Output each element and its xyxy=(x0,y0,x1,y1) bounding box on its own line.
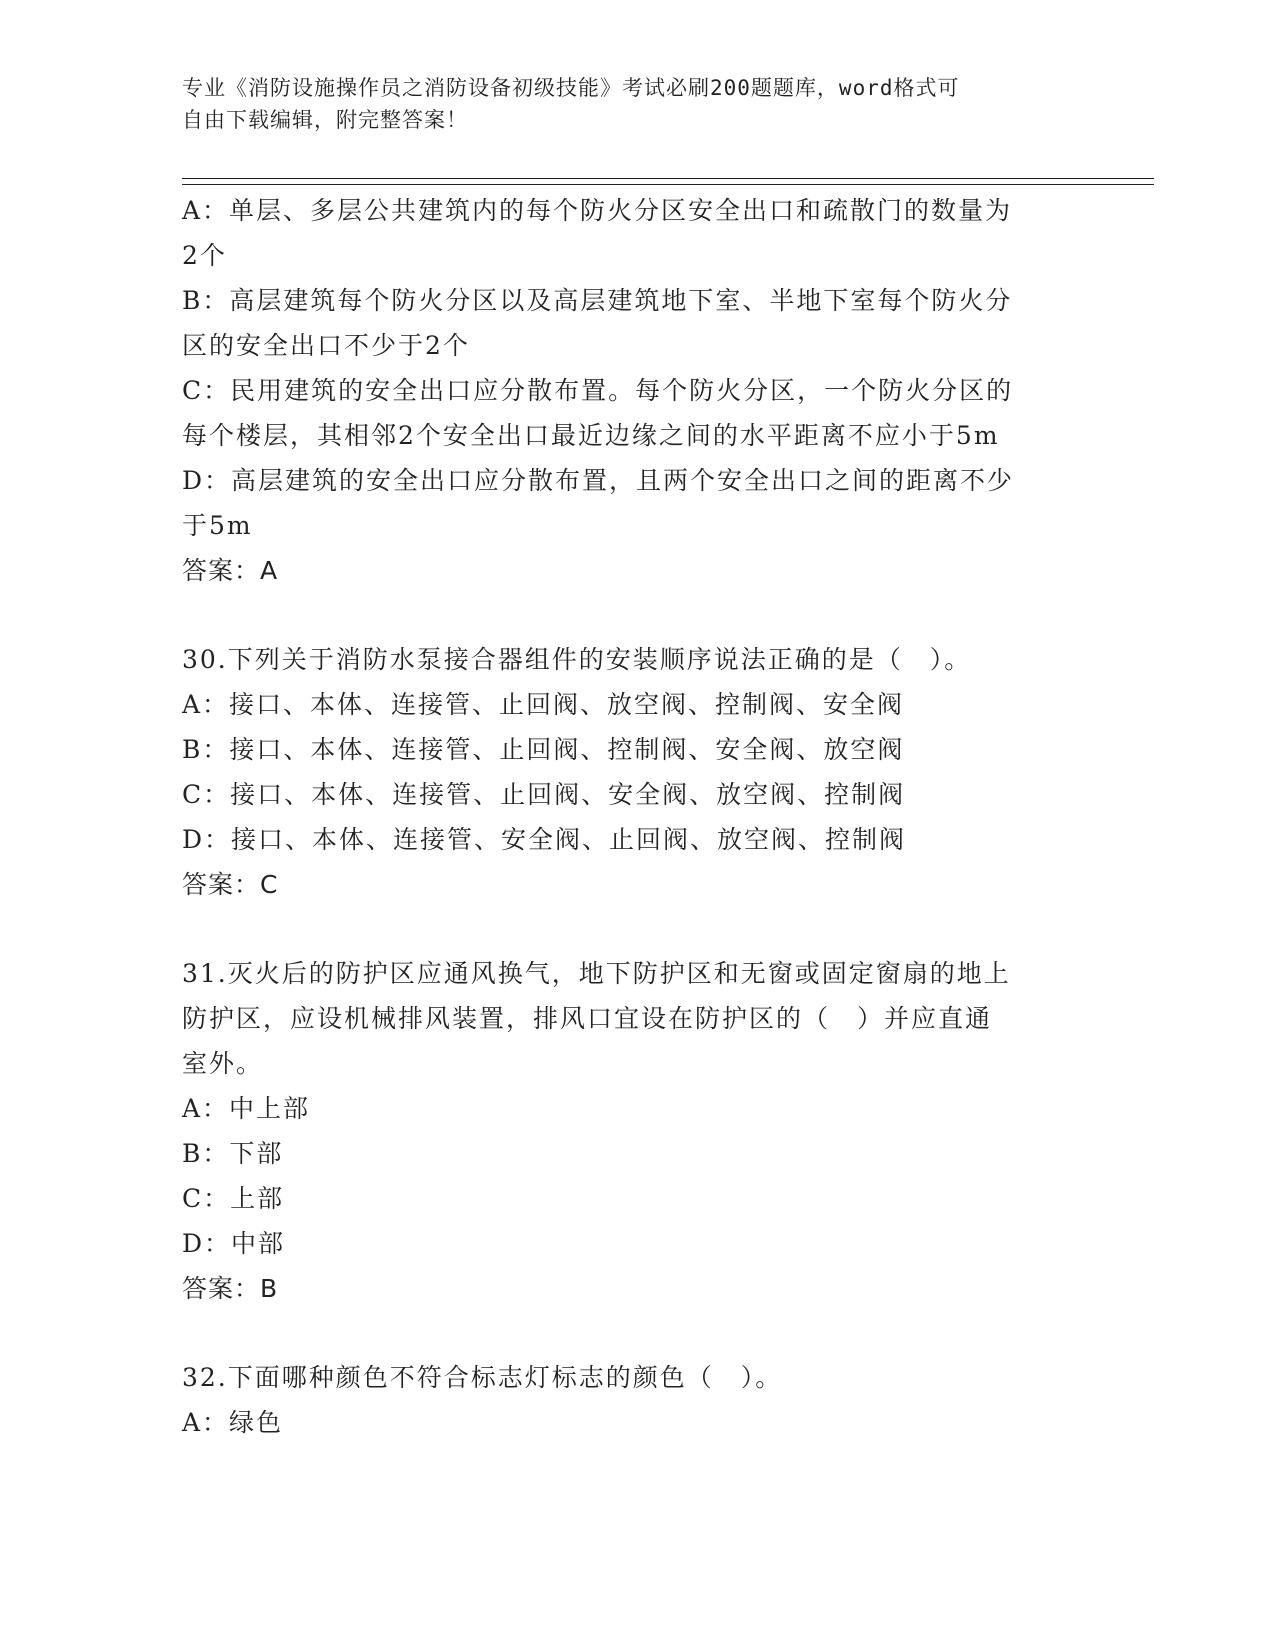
option-line: 每个楼层，其相邻2个安全出口最近边缘之间的水平距离不应小于5m xyxy=(182,421,1000,450)
option-line: A：绿色 xyxy=(182,1408,284,1437)
option-line: D：高层建筑的安全出口应分散布置，且两个安全出口之间的距离不少 xyxy=(182,466,1015,495)
question-list xyxy=(182,188,1062,1445)
option-line: C：民用建筑的安全出口应分散布置。每个防火分区，一个防火分区的 xyxy=(182,376,1014,405)
option-line: B：高层建筑每个防火分区以及高层建筑地下室、半地下室每个防火分 xyxy=(182,286,1013,315)
spacer xyxy=(182,907,1062,951)
option-line: 于5m xyxy=(182,511,253,540)
question-block-30 xyxy=(182,637,1062,907)
option-line: 区的安全出口不少于2个 xyxy=(182,331,470,360)
header-divider-top xyxy=(182,178,1154,179)
header-line-1: 专业《消防设施操作员之消防设备初级技能》考试必刷200题题库，word格式可 xyxy=(182,76,960,100)
option-line: A：中上部 xyxy=(182,1094,311,1123)
option-line: C：接口、本体、连接管、止回阀、安全阀、放空阀、控制阀 xyxy=(182,780,906,809)
option-line: 2个 xyxy=(182,241,227,270)
document-header xyxy=(182,72,1062,136)
question-text: 31.灭火后的防护区应通风换气，地下防护区和无窗或固定窗扇的地上 xyxy=(182,959,1011,988)
answer-line: 答案：A xyxy=(182,556,279,585)
question-text: 室外。 xyxy=(182,1049,264,1078)
spacer xyxy=(182,593,1062,637)
answer-line: 答案：B xyxy=(182,1274,279,1303)
question-text: 30.下列关于消防水泵接合器组件的安装顺序说法正确的是（ ）。 xyxy=(182,645,972,674)
option-line: B：下部 xyxy=(182,1139,284,1168)
option-line: D：中部 xyxy=(182,1229,286,1258)
spacer xyxy=(182,1311,1062,1355)
question-block-32 xyxy=(182,1355,1062,1445)
question-block-31 xyxy=(182,951,1062,1311)
header-divider-bottom xyxy=(182,184,1154,185)
option-line: A：接口、本体、连接管、止回阀、放空阀、控制阀、安全阀 xyxy=(182,690,905,719)
option-line: A：单层、多层公共建筑内的每个防火分区安全出口和疏散门的数量为 xyxy=(182,196,1013,225)
option-line: B：接口、本体、连接管、止回阀、控制阀、安全阀、放空阀 xyxy=(182,735,905,764)
option-line: D：接口、本体、连接管、安全阀、止回阀、放空阀、控制阀 xyxy=(182,825,907,854)
question-block-29 xyxy=(182,188,1062,593)
question-text: 32.下面哪种颜色不符合标志灯标志的颜色（ ）。 xyxy=(182,1363,783,1392)
option-line: C：上部 xyxy=(182,1184,285,1213)
answer-line: 答案：C xyxy=(182,870,279,899)
question-text: 防护区，应设机械排风装置，排风口宜设在防护区的（ ）并应直通 xyxy=(182,1004,993,1033)
header-line-2: 自由下载编辑，附完整答案！ xyxy=(182,108,468,132)
